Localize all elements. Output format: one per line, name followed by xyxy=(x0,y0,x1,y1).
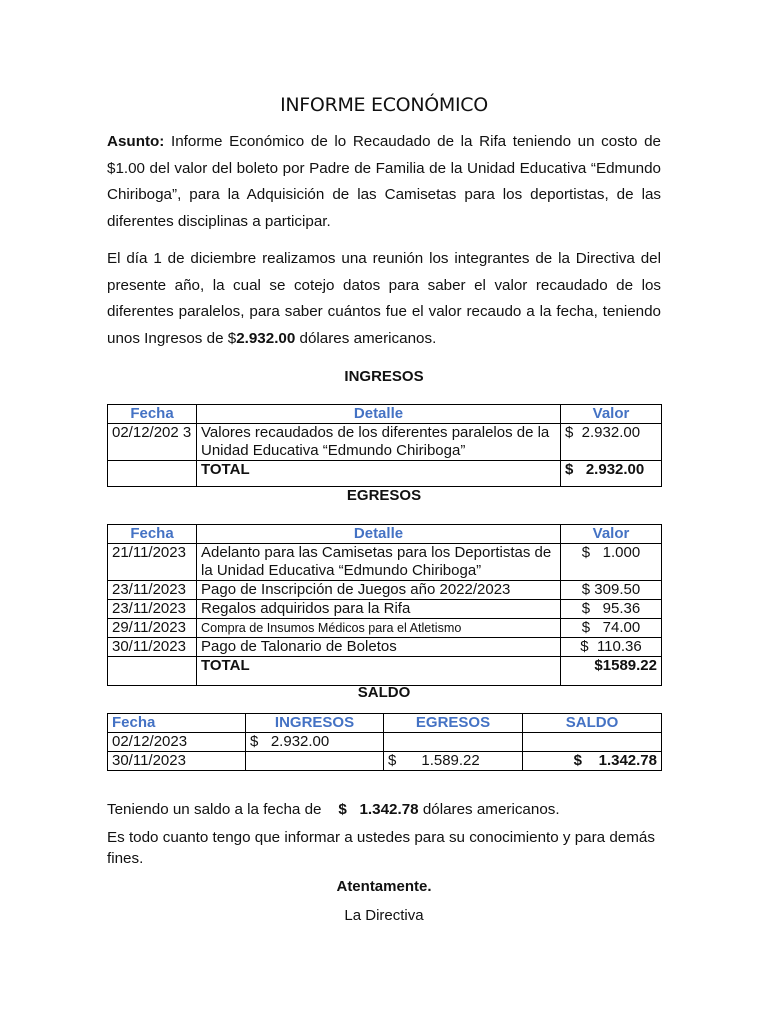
header-egresos: EGRESOS xyxy=(384,714,523,733)
atentamente-label: Atentamente. xyxy=(336,878,432,895)
cell-empty xyxy=(108,657,197,686)
cell-detalle: Pago de Inscripción de Juegos año 2022/2023 xyxy=(197,581,561,600)
table-row xyxy=(108,581,662,600)
header-detalle: Detalle xyxy=(197,405,561,424)
cell-saldo xyxy=(523,733,662,752)
cell-fecha: 02/12/202 3 xyxy=(108,424,197,461)
table-header-row xyxy=(108,405,662,424)
cell-valor: $ 309.50 xyxy=(561,581,662,600)
cell-saldo: $ 1.342.78 xyxy=(523,752,662,771)
intro-suffix: dólares americanos. xyxy=(295,329,437,347)
intro-amount: 2.932.00 xyxy=(236,329,296,347)
cell-fecha: 30/11/2023 xyxy=(108,752,246,771)
cell-fecha: 02/12/2023 xyxy=(108,733,246,752)
asunto-text: Informe Económico de lo Recaudado de la Rifa teniendo un costo de $1.00 del valor del boleto por Padre de Familia de la Unidad Educativa “Edmundo Chiriboga”, para la Adquisición de las Camisetas para los deportistas, de las diferentes disciplinas a participar. xyxy=(107,133,661,230)
cell-detalle: Compra de Insumos Médicos para el Atletismo xyxy=(197,619,561,638)
cell-ingresos: $ 2.932.00 xyxy=(246,733,384,752)
ingresos-table xyxy=(107,404,662,487)
cell-detalle: Adelanto para las Camisetas para los Deportistas de la Unidad Educativa “Edmundo Chiriboga” xyxy=(197,544,561,581)
saldo-sentence-amount: $ 1.342.78 xyxy=(338,801,419,818)
document-title: INFORME ECONÓMICO xyxy=(280,94,488,116)
cell-egresos: $ 1.589.22 xyxy=(384,752,523,771)
header-saldo: SALDO xyxy=(523,714,662,733)
info-sentence: Es todo cuanto tengo que informar a ustedes para su conocimiento y para demás fines. xyxy=(107,829,655,867)
header-valor: Valor xyxy=(561,525,662,544)
header-fecha: Fecha xyxy=(108,525,197,544)
egresos-table xyxy=(107,524,662,686)
saldo-sentence xyxy=(107,799,667,820)
header-detalle: Detalle xyxy=(197,525,561,544)
cell-valor: $ 95.36 xyxy=(561,600,662,619)
cell-empty xyxy=(108,461,197,487)
header-valor: Valor xyxy=(561,405,662,424)
total-label: TOTAL xyxy=(197,461,561,487)
cell-valor: $ 110.36 xyxy=(561,638,662,657)
cell-ingresos xyxy=(246,752,384,771)
total-row xyxy=(108,657,662,686)
ingresos-heading: INGRESOS xyxy=(344,368,424,385)
cell-valor: $ 1.000 xyxy=(561,544,662,581)
cell-fecha: 23/11/2023 xyxy=(108,581,197,600)
cell-detalle: Pago de Talonario de Boletos xyxy=(197,638,561,657)
saldo-table xyxy=(107,713,662,771)
total-label: TOTAL xyxy=(197,657,561,686)
cell-egresos xyxy=(384,733,523,752)
cell-valor: $ 2.932.00 xyxy=(561,424,662,461)
table-row xyxy=(108,619,662,638)
header-fecha: Fecha xyxy=(108,714,246,733)
total-value: $1589.22 xyxy=(561,657,662,686)
header-fecha: Fecha xyxy=(108,405,197,424)
table-row xyxy=(108,638,662,657)
cell-fecha: 23/11/2023 xyxy=(108,600,197,619)
cell-detalle: Valores recaudados de los diferentes paralelos de la Unidad Educativa “Edmundo Chiriboga” xyxy=(197,424,561,461)
table-row xyxy=(108,733,662,752)
table-row xyxy=(108,600,662,619)
saldo-sentence-suffix: dólares americanos. xyxy=(418,801,560,818)
signature-label: La Directiva xyxy=(344,907,424,924)
total-value: $ 2.932.00 xyxy=(561,461,662,487)
cell-detalle: Regalos adquiridos para la Rifa xyxy=(197,600,561,619)
intro-text: El día 1 de diciembre realizamos una reunión los integrantes de la Directiva del presente año, la cual se cotejo datos para saber el valor recaudado de los diferentes paralelos, para saber cuántos fue el valor recaudo a la fecha, teniendo unos Ingresos de $ xyxy=(107,250,661,347)
asunto-label: Asunto: xyxy=(107,133,165,150)
table-row xyxy=(108,752,662,771)
table-row xyxy=(108,424,662,461)
header-ingresos: INGRESOS xyxy=(246,714,384,733)
saldo-sentence-text: Teniendo un saldo a la fecha de xyxy=(107,801,322,818)
egresos-heading: EGRESOS xyxy=(346,487,422,504)
asunto-paragraph xyxy=(107,129,661,235)
cell-valor: $ 74.00 xyxy=(561,619,662,638)
total-row xyxy=(108,461,662,487)
table-row xyxy=(108,544,662,581)
table-header-row xyxy=(108,525,662,544)
table-header-row xyxy=(108,714,662,733)
cell-fecha: 30/11/2023 xyxy=(108,638,197,657)
saldo-heading: SALDO xyxy=(357,684,411,701)
cell-fecha: 21/11/2023 xyxy=(108,544,197,581)
cell-fecha: 29/11/2023 xyxy=(108,619,197,638)
intro-paragraph xyxy=(107,246,661,352)
